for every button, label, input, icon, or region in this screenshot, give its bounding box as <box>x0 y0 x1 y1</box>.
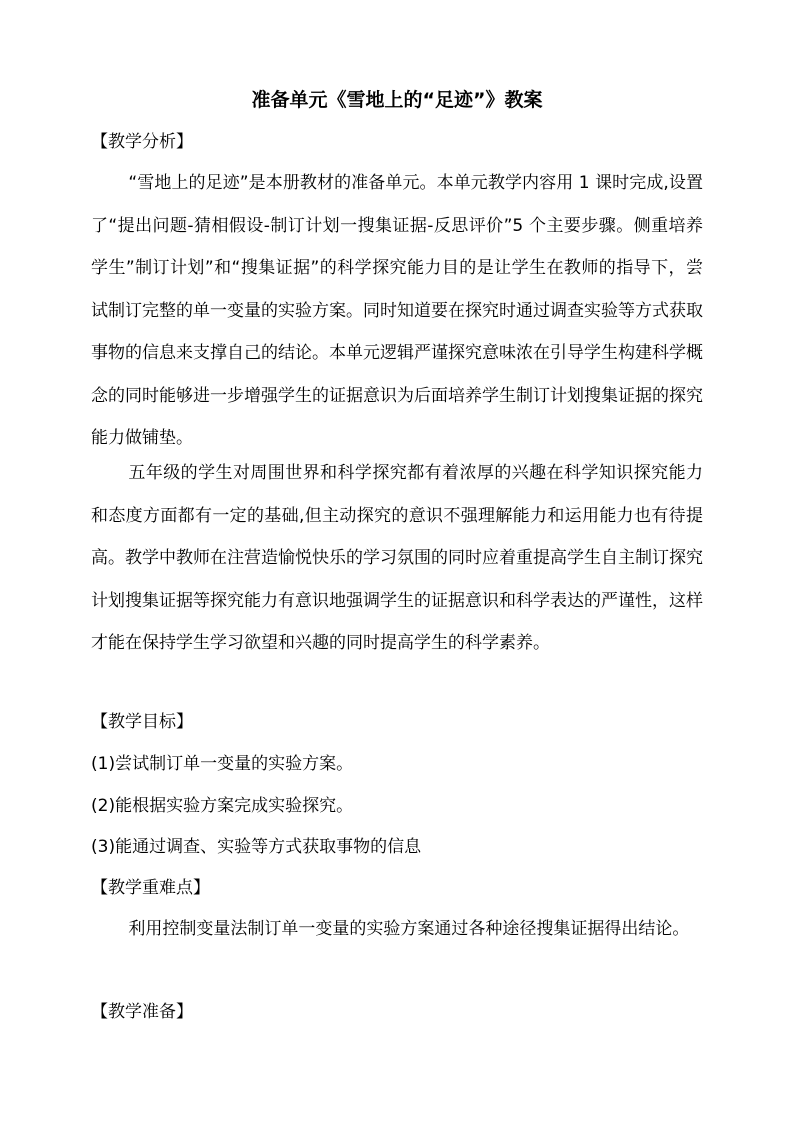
goal-item-1: (1)尝试制订单一变量的实验方案。 <box>91 754 354 774</box>
section-heading-analysis: 【教学分析】 <box>91 132 193 152</box>
section-heading-goals: 【教学目标】 <box>91 712 193 732</box>
analysis-paragraph-1: “雪地上的足迹”是本册教材的准备单元。本单元教学内容用 1 课时完成,设置了“提出问题-猜相假设-制订计划一搜集证据-反思评价”5 个主要步骤。侧重培养学生”制订计划”和“搜集证据”的科学探究能力目的是让学生在教师的指导下，尝试制订完整的单一变量的实验方案。同时知道要在探究时通过调查实验等方式获取事物的信息来支撑自己的结论。本单元逻辑严谨探究意味浓在引导学生构建科学概念的同时能够进一步增强学生的证据意识为后面培养学生制订计划搜集证据的探究能力做铺垫。 <box>91 173 703 448</box>
page-title: 准备单元《雪地上的“足迹”》教案 <box>251 89 543 111</box>
section-heading-preparation: 【教学准备】 <box>91 1002 193 1022</box>
section-heading-key-points: 【教学重难点】 <box>91 878 210 898</box>
key-points-paragraph: 利用控制变量法制订单一变量的实验方案通过各种途径搜集证据得出结论。 <box>128 919 690 939</box>
goal-item-2: (2)能根据实验方案完成实验探究。 <box>91 796 354 816</box>
goal-item-3: (3)能通过调查、实验等方式获取事物的信息 <box>91 837 422 857</box>
analysis-paragraph-2: 五年级的学生对周围世界和科学探究都有着浓厚的兴趣在科学知识探究能力和态度方面都有一定的基础,但主动探究的意识不强理解能力和运用能力也有待提高。教学中教师在注营造愉悦快乐的学习氛围的同时应着重提高学生自主制订探究计划搜集证据等探究能力有意识地强调学生的证据意识和科学表达的严谨性，这样才能在保持学生学习欲望和兴趣的同时提高学生的科学素养。 <box>91 463 703 653</box>
